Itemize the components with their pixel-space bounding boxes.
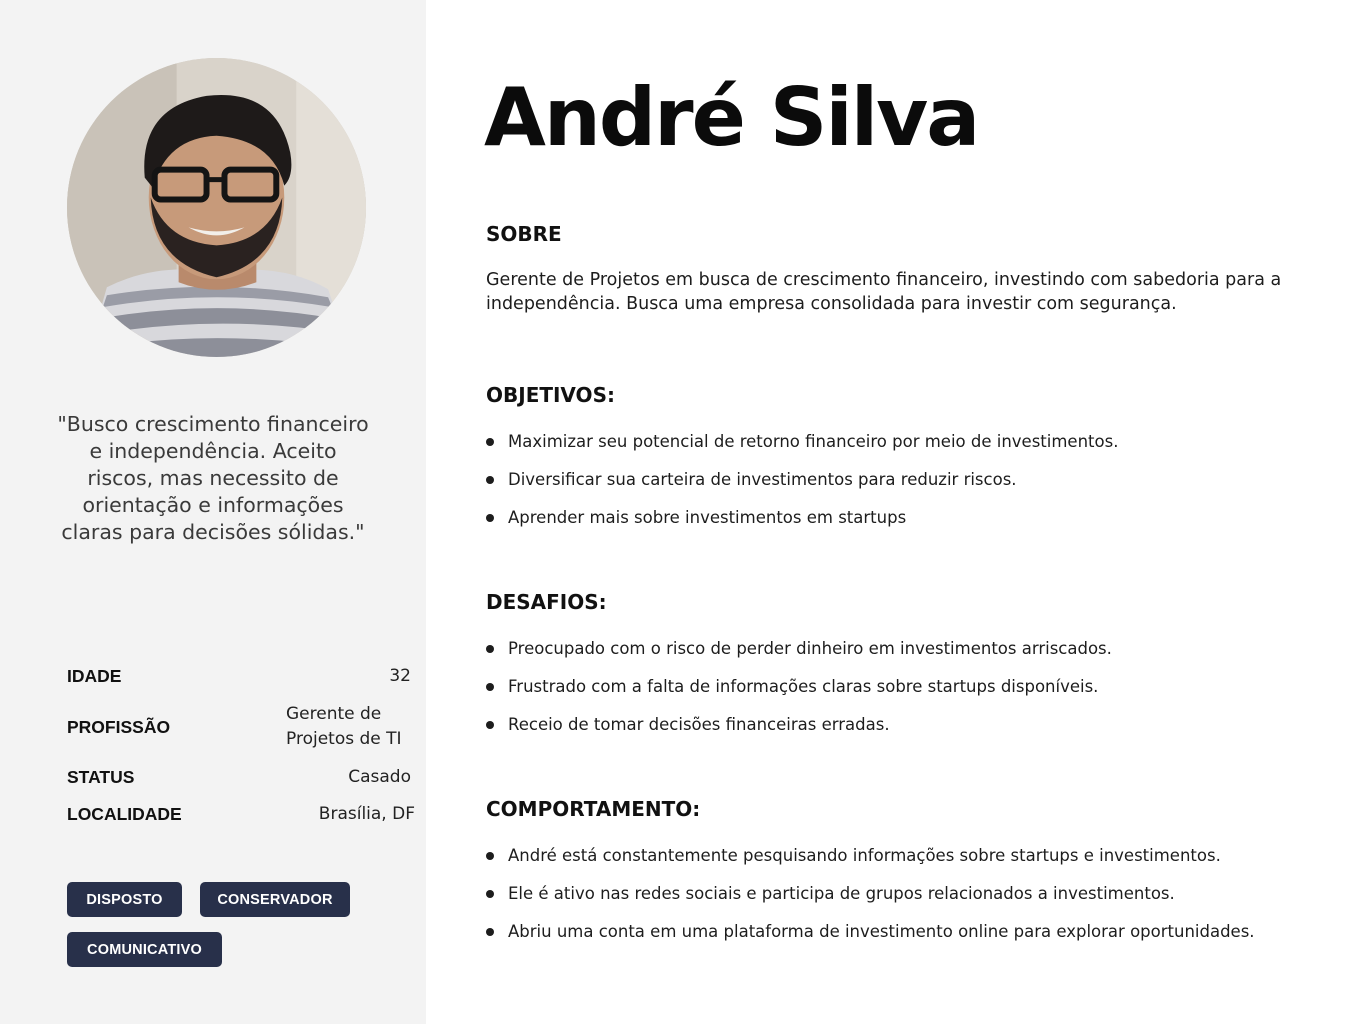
list-item-text: Maximizar seu potencial de retorno financeiro por meio de investimentos. xyxy=(508,432,1119,451)
list-item-text: Frustrado com a falta de informações claras sobre startups disponíveis. xyxy=(508,677,1099,696)
list-item xyxy=(486,468,1336,506)
list-item xyxy=(486,637,1336,675)
bullet-icon xyxy=(486,890,494,898)
list-item-text: Receio de tomar decisões financeiras erradas. xyxy=(508,715,890,734)
bullet-icon xyxy=(486,514,494,522)
bullet-icon xyxy=(486,721,494,729)
about-title: SOBRE xyxy=(486,222,562,246)
bullet-icon xyxy=(486,683,494,691)
list-item-text: Aprender mais sobre investimentos em startups xyxy=(508,508,907,527)
behavior-list xyxy=(486,844,1336,958)
age-label: IDADE xyxy=(67,666,122,686)
profession-value xyxy=(286,702,415,752)
profile-sidebar xyxy=(0,0,426,1024)
age-value: 32 xyxy=(389,666,411,686)
status-label: STATUS xyxy=(67,767,135,787)
about-text: Gerente de Projetos em busca de crescimento financeiro, investindo com sabedoria para a independência. Busca uma empresa consolidada para investir com segurança. xyxy=(486,270,1282,314)
tag-comunicativo: COMUNICATIVO xyxy=(67,932,222,967)
profession-value-line1: Gerente de xyxy=(286,704,382,724)
location-label: LOCALIDADE xyxy=(67,804,182,824)
list-item-text: Diversificar sua carteira de investimentos para reduzir riscos. xyxy=(508,470,1017,489)
location-value: Brasília, DF xyxy=(318,804,415,824)
list-item xyxy=(486,920,1336,958)
info-status xyxy=(67,765,415,790)
list-item xyxy=(486,844,1336,882)
behavior-title: COMPORTAMENTO: xyxy=(486,797,701,821)
list-item-text: Preocupado com o risco de perder dinheiro em investimentos arriscados. xyxy=(508,639,1112,658)
list-item-text: Ele é ativo nas redes sociais e participa de grupos relacionados a investimentos. xyxy=(508,884,1175,903)
bullet-icon xyxy=(486,852,494,860)
list-item xyxy=(486,506,1336,544)
tag-conservador: CONSERVADOR xyxy=(200,882,350,917)
avatar xyxy=(67,58,366,357)
info-profession xyxy=(67,702,415,752)
list-item-text: Abriu uma conta em uma plataforma de investimento online para explorar oportunidades. xyxy=(508,922,1255,941)
list-item xyxy=(486,430,1336,468)
profession-value-line2: Projetos de TI xyxy=(286,729,402,749)
list-item xyxy=(486,675,1336,713)
bullet-icon xyxy=(486,928,494,936)
profession-label: PROFISSÃO xyxy=(67,716,171,737)
tag-disposto: DISPOSTO xyxy=(67,882,182,917)
goals-list xyxy=(486,430,1336,544)
persona-name: André Silva xyxy=(484,71,979,164)
info-age xyxy=(67,664,415,689)
bullet-icon xyxy=(486,438,494,446)
list-item xyxy=(486,713,1336,751)
bullet-icon xyxy=(486,476,494,484)
list-item xyxy=(486,882,1336,920)
status-value: Casado xyxy=(348,767,411,787)
bullet-icon xyxy=(486,645,494,653)
goals-title: OBJETIVOS: xyxy=(486,383,615,407)
challenges-list xyxy=(486,637,1336,751)
persona-quote: "Busco crescimento financeiro e independência. Aceito riscos, mas necessito de orientação e informações claras para decisões sólidas." xyxy=(57,412,369,544)
info-location xyxy=(67,802,415,827)
list-item-text: André está constantemente pesquisando informações sobre startups e investimentos. xyxy=(508,846,1221,865)
avatar-photo xyxy=(67,58,366,357)
challenges-title: DESAFIOS: xyxy=(486,590,607,614)
